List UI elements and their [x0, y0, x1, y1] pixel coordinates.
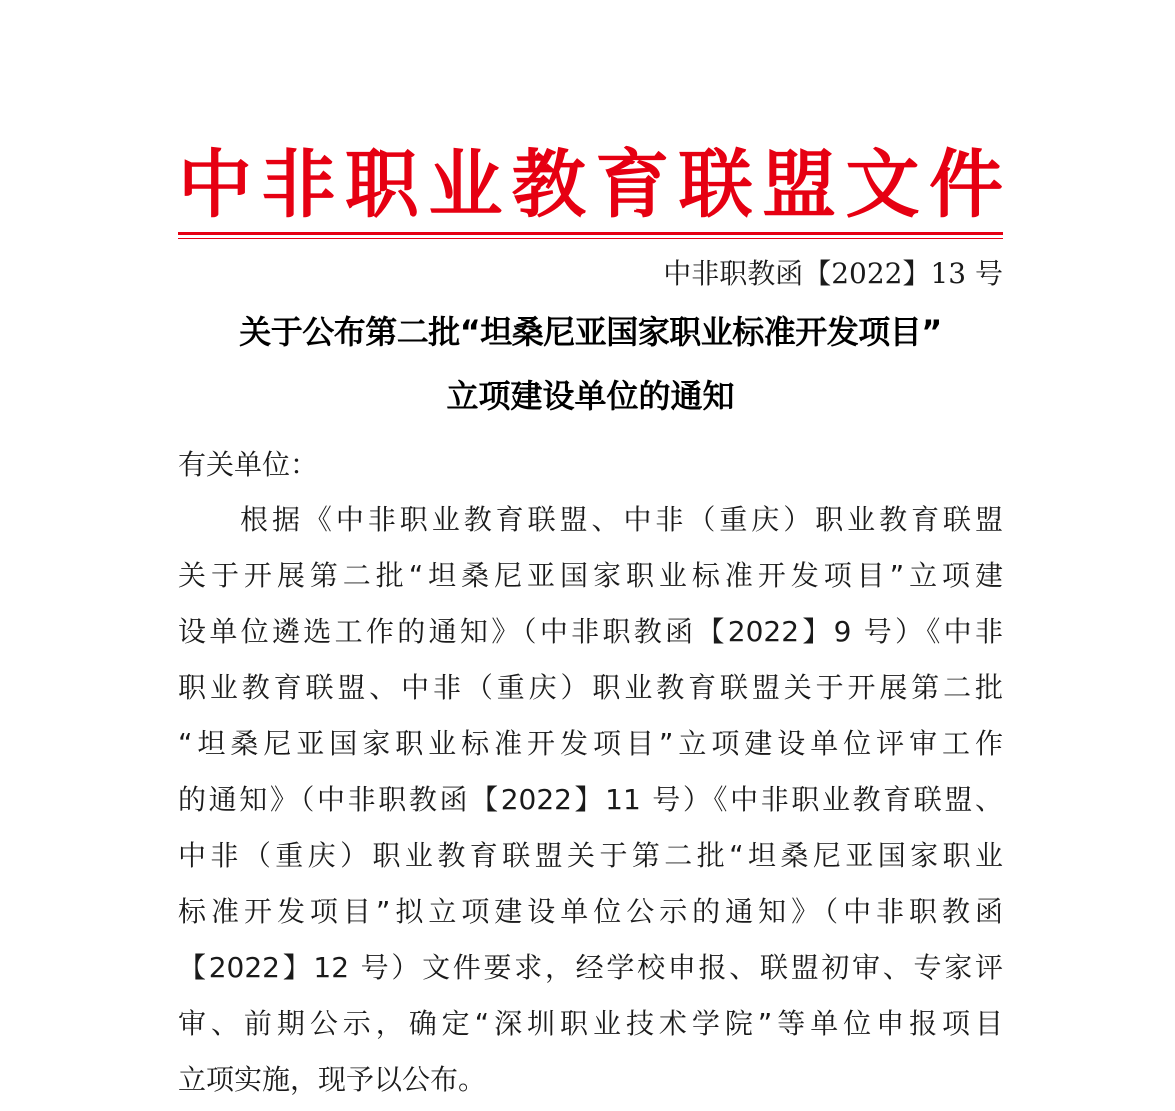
body-paragraph-line: 职业教育联盟、中非（重庆）职业教育联盟关于开展第二批	[178, 671, 1003, 704]
masthead-char: 业	[428, 142, 503, 228]
masthead-divider-thin	[178, 238, 1003, 239]
body-paragraph-line: 设单位遴选工作的通知》（中非职教函【2022】9 号）《中非	[178, 615, 1003, 648]
masthead-char: 盟	[762, 142, 837, 228]
body-paragraph-line: 关于开展第二批“坦桑尼亚国家职业标准开发项目”立项建	[178, 559, 1003, 592]
body-paragraph-line: 中非（重庆）职业教育联盟关于第二批“坦桑尼亚国家职业	[178, 839, 1003, 872]
body-paragraph-line: 立项实施，现予以公布。	[178, 1063, 487, 1096]
notice-title-line-1: 关于公布第二批“坦桑尼亚国家职业标准开发项目”	[239, 313, 942, 351]
body-paragraph-line: 标准开发项目”拟立项建设单位公示的通知》（中非职教函	[178, 895, 1003, 928]
masthead-char: 联	[678, 142, 753, 228]
masthead-char: 教	[511, 142, 586, 228]
body-paragraph-line: 的通知》（中非职教函【2022】11 号）《中非职业教育联盟、	[178, 783, 1003, 816]
body-paragraph-line: 根据《中非职业教育联盟、中非（重庆）职业教育联盟	[240, 503, 1003, 536]
masthead-title	[178, 142, 1003, 228]
salutation: 有关单位：	[178, 448, 319, 481]
masthead-char: 非	[261, 142, 336, 228]
document-number: 中非职教函【2022】13 号	[663, 257, 1003, 290]
masthead-char: 育	[595, 142, 670, 228]
notice-title-line-2: 立项建设单位的通知	[446, 377, 735, 415]
masthead-divider-thick	[178, 232, 1003, 235]
masthead-char: 中	[178, 142, 252, 228]
masthead-char: 职	[344, 142, 419, 228]
body-paragraph-line: 审、前期公示，确定“深圳职业技术学院”等单位申报项目	[178, 1007, 1003, 1040]
masthead-char: 件	[928, 142, 1003, 228]
body-paragraph-line: “坦桑尼亚国家职业标准开发项目”立项建设单位评审工作	[178, 727, 1003, 760]
masthead-char: 文	[845, 142, 920, 228]
body-paragraph-line: 【2022】12 号）文件要求，经学校申报、联盟初审、专家评	[178, 951, 1003, 984]
